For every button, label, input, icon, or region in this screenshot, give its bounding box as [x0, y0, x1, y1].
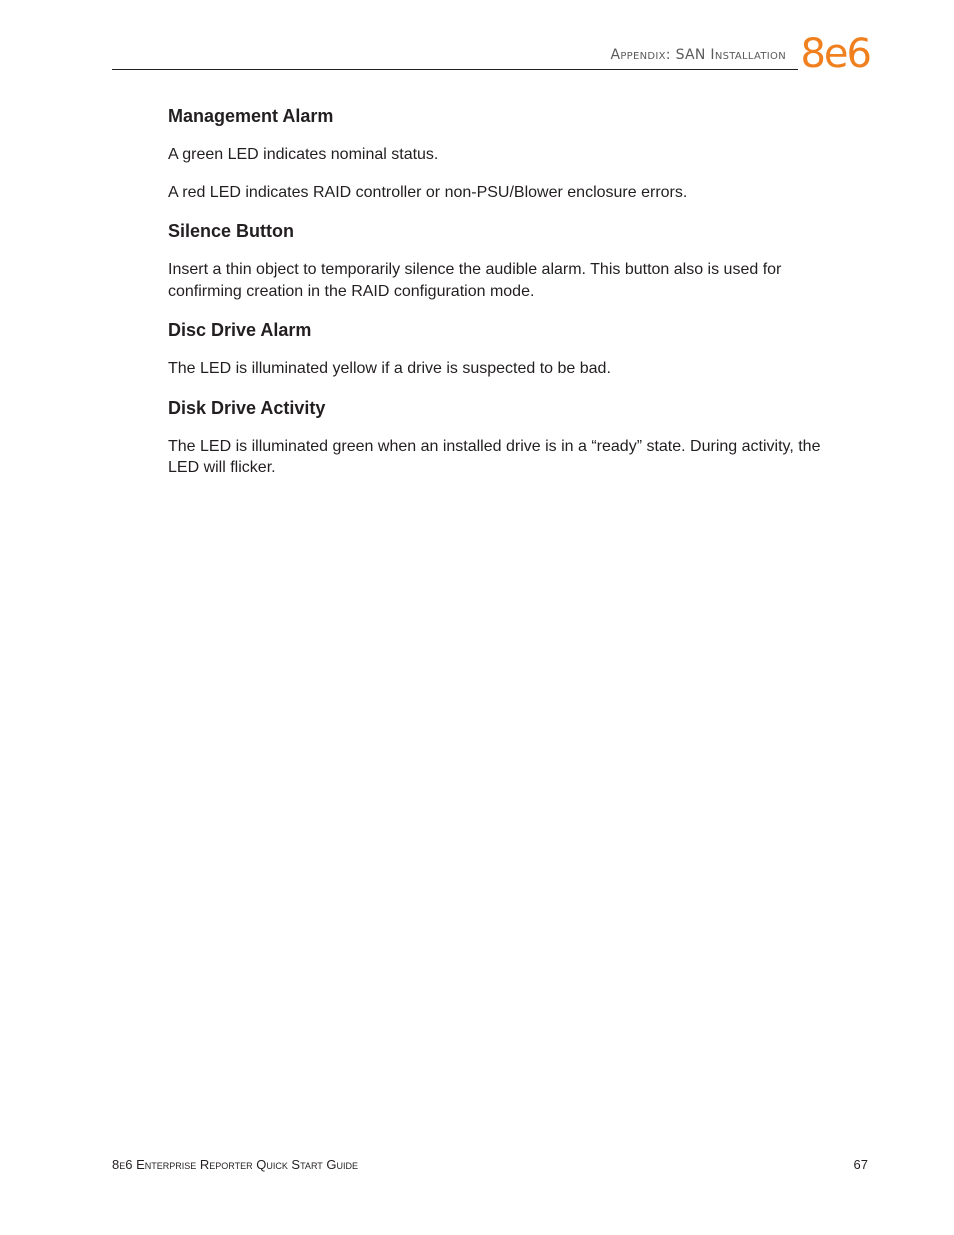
section-paragraph: A red LED indicates RAID controller or non-PSU/Blower enclosure errors.: [168, 183, 688, 201]
section-disc-drive-alarm: [168, 318, 848, 380]
section-paragraph: The LED is illuminated yellow if a drive is suspected to be bad.: [168, 360, 611, 377]
section-paragraph: A green LED indicates nominal status.: [168, 146, 439, 163]
section-heading: Silence Button: [168, 221, 295, 241]
section-heading: Disc Drive Alarm: [168, 320, 312, 340]
main-content: [168, 104, 848, 495]
section-heading: Disk Drive Activity: [168, 397, 326, 418]
brand-logo: 8e6: [800, 31, 870, 77]
footer-guide-title: 8e6 Enterprise Reporter Quick Start Guide: [112, 1157, 358, 1172]
section-paragraph: The LED is illuminated green when an installed drive is in a “ready” state. During activity, the LED will flicker.: [168, 437, 821, 476]
header-rule: [112, 69, 798, 70]
page-header: [112, 31, 872, 78]
section-management-alarm: [168, 104, 848, 203]
section-disk-drive-activity: [168, 396, 848, 479]
section-paragraph: Insert a thin object to temporarily silence the audible alarm. This button also is used for confirming creation in the RAID configuration mode.: [168, 261, 782, 300]
section-silence-button: [168, 219, 848, 302]
footer-page-number: 67: [853, 1157, 868, 1172]
running-head: Appendix: SAN Installation: [610, 47, 786, 63]
section-heading: Management Alarm: [168, 106, 334, 126]
